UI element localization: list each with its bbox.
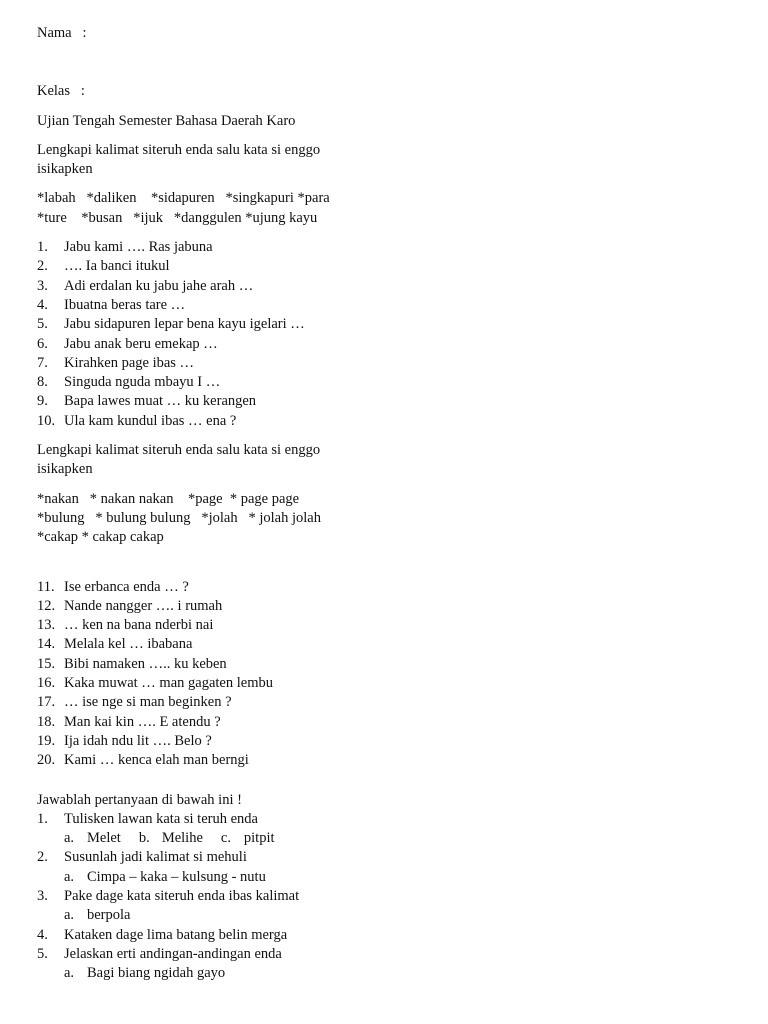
section2-word-bank-cont2: *cakap * cakap cakap [37, 529, 164, 546]
item-text: Kataken dage lima batang belin merga [64, 926, 288, 943]
list-item [37, 315, 737, 334]
list-item [37, 277, 737, 296]
sub-text: Bagi biang ngidah gayo [87, 965, 226, 982]
item-number: 11. [37, 578, 55, 595]
list-item [37, 335, 737, 354]
item-text: Jabu kami …. Ras jabuna [64, 239, 213, 256]
section3-instruction: Jawablah pertanyaan di bawah ini ! [37, 791, 242, 808]
item-text: Jabu anak beru emekap … [64, 335, 218, 352]
section2-word-bank: *nakan * nakan nakan *page * page page [37, 490, 300, 507]
list-item [37, 597, 737, 616]
item-number: 1. [37, 239, 48, 256]
item-number: 19. [37, 732, 56, 749]
question-item [37, 810, 737, 829]
item-number: 3. [37, 887, 48, 904]
question-subitem [37, 964, 737, 983]
sub-text: Cimpa – kaka – kulsung - nutu [87, 868, 266, 885]
section1-instruction: Lengkapi kalimat siteruh enda salu kata si enggo [37, 141, 321, 158]
sub-letter: a. [64, 830, 75, 847]
option-b: Melihe [161, 830, 203, 847]
item-text: … ise nge si man beginken ? [64, 694, 232, 711]
document-page [37, 24, 737, 983]
item-number: 8. [37, 374, 48, 391]
question-item [37, 887, 737, 906]
option-c: pitpit [243, 830, 275, 847]
item-text: Ija idah ndu lit …. Belo ? [64, 732, 212, 749]
item-text: Tulisken lawan kata si teruh enda [64, 810, 258, 827]
list-item [37, 655, 737, 674]
item-number: 18. [37, 713, 56, 730]
list-item [37, 412, 737, 431]
section1-word-bank: *labah *daliken *sidapuren *singkapuri *para [37, 190, 330, 207]
list-item [37, 373, 737, 392]
question-item [37, 848, 737, 867]
question-subitem [37, 868, 737, 887]
item-number: 2. [37, 849, 48, 866]
sub-text: berpola [87, 907, 131, 924]
list-item [37, 238, 737, 257]
item-number: 20. [37, 752, 56, 769]
list-item [37, 296, 737, 315]
item-number: 4. [37, 926, 48, 943]
question-subitem [37, 906, 737, 925]
list-item [37, 732, 737, 751]
section2-instruction: Lengkapi kalimat siteruh enda salu kata si enggo [37, 442, 321, 459]
list-item [37, 674, 737, 693]
item-text: Pake dage kata siteruh enda ibas kalimat [64, 887, 300, 904]
question-subitem [37, 829, 737, 848]
item-text: … ken na bana nderbi nai [64, 617, 214, 634]
item-text: Ula kam kundul ibas … ena ? [64, 412, 237, 429]
item-text: Kirahken page ibas … [64, 354, 195, 371]
item-number: 5. [37, 945, 48, 962]
section1-list [37, 238, 737, 431]
item-text: Melala kel … ibabana [64, 636, 193, 653]
sub-letter: a. [64, 868, 75, 885]
item-number: 4. [37, 296, 48, 313]
item-number: 14. [37, 636, 56, 653]
item-text: Ise erbanca enda … ? [64, 578, 189, 595]
kelas-field: Kelas : [37, 83, 85, 100]
item-text: Singuda nguda mbayu I … [64, 374, 221, 391]
item-text: …. Ia banci itukul [64, 258, 170, 275]
item-number: 13. [37, 617, 56, 634]
item-number: 1. [37, 810, 48, 827]
section1-word-bank-cont: *ture *busan *ijuk *danggulen *ujung kayu [37, 209, 318, 226]
section2-instruction-cont: isikapken [37, 461, 93, 478]
option-group [87, 829, 293, 848]
list-item [37, 713, 737, 732]
section2-word-bank-cont: *bulung * bulung bulung *jolah * jolah jolah [37, 509, 321, 526]
item-text: Bapa lawes muat … ku kerangen [64, 393, 257, 410]
option-b-letter: b. [138, 830, 150, 847]
section1-instruction-cont: isikapken [37, 161, 93, 178]
item-number: 7. [37, 354, 48, 371]
section2-list [37, 578, 737, 771]
option-c-letter: c. [220, 830, 231, 847]
item-number: 10. [37, 412, 56, 429]
item-number: 15. [37, 655, 56, 672]
list-item [37, 354, 737, 373]
item-number: 6. [37, 335, 48, 352]
option-a: Melet [87, 830, 121, 847]
item-text: Man kai kin …. E atendu ? [64, 713, 221, 730]
item-text: Susunlah jadi kalimat si mehuli [64, 849, 247, 866]
sub-letter: a. [64, 965, 75, 982]
question-item [37, 945, 737, 964]
item-number: 5. [37, 316, 48, 333]
item-text: Adi erdalan ku jabu jahe arah … [64, 277, 254, 294]
item-text: Ibuatna beras tare … [64, 296, 186, 313]
list-item [37, 257, 737, 276]
item-text: Jabu sidapuren lepar bena kayu igelari … [64, 316, 305, 333]
item-number: 17. [37, 694, 56, 711]
list-item [37, 751, 737, 770]
sub-letter: a. [64, 907, 75, 924]
nama-field: Nama : [37, 25, 87, 41]
item-number: 2. [37, 258, 48, 275]
item-text: Kaka muwat … man gagaten lembu [64, 675, 273, 692]
question-item [37, 926, 737, 945]
list-item [37, 578, 737, 597]
item-text: Nande nangger …. i rumah [64, 597, 223, 614]
item-text: Kami … kenca elah man berngi [64, 752, 249, 769]
item-text: Jelaskan erti andingan-andingan enda [64, 945, 282, 962]
list-item [37, 392, 737, 411]
item-number: 9. [37, 393, 48, 410]
item-number: 12. [37, 597, 56, 614]
item-number: 3. [37, 277, 48, 294]
list-item [37, 616, 737, 635]
list-item [37, 635, 737, 654]
item-text: Bibi namaken ….. ku keben [64, 655, 227, 672]
item-number: 16. [37, 675, 56, 692]
list-item [37, 693, 737, 712]
exam-title: Ujian Tengah Semester Bahasa Daerah Karo [37, 112, 296, 129]
